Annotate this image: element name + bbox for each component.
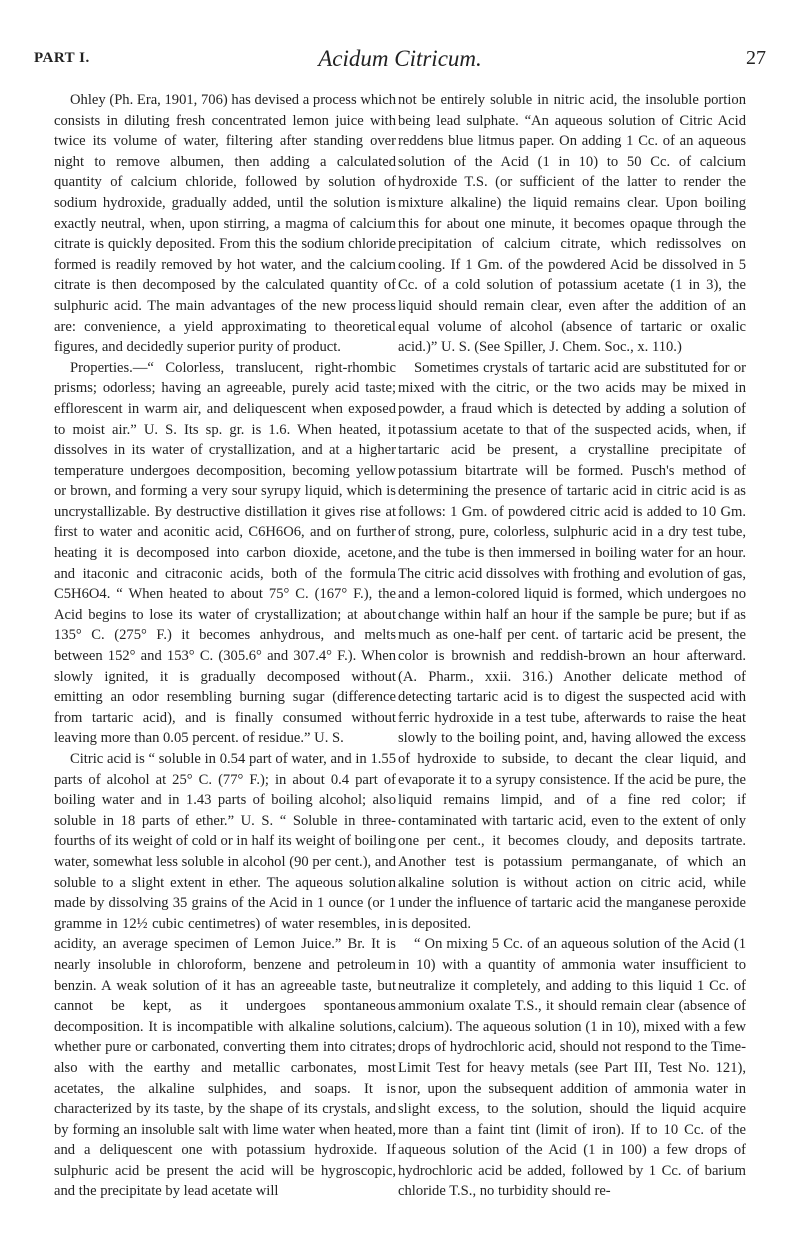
- paragraph-continued-tests: not be entirely soluble in nitric acid, the insoluble portion being lead sulphate. “An aqueous solution of Citric Acid reddens blue litmus paper. On adding 1 Cc. of an aqueous solution of the Acid (1 in 10) to 50 Cc. of calcium hydroxide T.S. (or sufficient of the latter to render the mixture alkaline) the liquid remains clear. Upon boiling this for about one minute, it becomes opaque through the precipitation of calcium citrate, which redissolves on cooling. If 1 Gm. of the powdered Acid be dissolved in 5 Cc. of a cold solution of potassium acetate (1 in 3), the liquid should remain clear, even after the addition of an equal volume of alcohol (absence of tartaric or oxalic acid.)” U. S. (See Spiller, J. Chem. Soc., x. 110.): [398, 92, 746, 356]
- left-column: [54, 90, 396, 1220]
- part-label: PART I.: [34, 50, 90, 66]
- paragraph-properties: Properties.—“ Colorless, translucent, right-rhombic prisms; odorless; having an agreeable, purely acid taste; efflorescent in warm air, and deliquescent when exposed to moist air.” U. S. Its sp. gr. is 1.6. When heated, it dissolves in its water of crystallization, and at a higher temperature undergoes decomposition, becoming yellow or brown, and forming a very sour syrupy liquid, which is uncrystallizable. By destructive distillation it gives rise at first to water and aconitic acid, C6H6O6, and on further heating it is decomposed into carbon dioxide, acetone, and itaconic and citraconic acids, both of the formula C5H6O4. “ When heated to about 75° C. (167° F.), the Acid begins to lose its water of crystallization; at about 135° C. (275° F.) it becomes anhydrous, and melts between 152° and 153° C. (305.6° and 307.4° F.). When slowly ignited, it is gradually decomposed without emitting an odor resembling burning sugar (difference from tartaric acid), and is finally consumed without leaving more than 0.05 percent. of residue.” U. S.: [54, 359, 396, 747]
- page-number: 27: [746, 47, 766, 69]
- paragraph-solubility: Citric acid is “ soluble in 0.54 part of water, and in 1.55 parts of alcohol at 25° C. (77° F.); in about 0.4 part of boiling water and in 1.43 parts of boiling alcohol; also soluble in 18 parts of ether.” U. S. “ Soluble in three-fourths of its weight of cold or in half its weight of boiling water, somewhat less soluble in alcohol (90 per cent.), and soluble to a slight extent in ether. The aqueous solution made by dissolving 35 grains of the Acid in 1 ounce (or 1 gramme in 12½ cubic centimetres) of water resembles, in acidity, an average specimen of Lemon Juice.” Br. It is nearly insoluble in chloroform, benzene and petroleum benzin. A weak solution of it has an agreeable taste, but cannot be kept, as it undergoes spontaneous decomposition. It is incompatible with alkaline solutions, whether pure or carbonated, converting them into citrates; also with the earthy and metallic carbonates, most acetates, the alkaline sulphides, and soaps. It is characterized by its taste, by the shape of its crystals, and by forming an insoluble salt with lime water when heated, and a deliquescent one with potassium hydroxide. If sulphuric acid be present the acid will be hygroscopic, and the precipitate by lead acetate will: [54, 751, 396, 1200]
- page-header: [34, 46, 766, 78]
- running-title: Acidum Citricum.: [318, 46, 482, 71]
- paragraph-ohley-process: Ohley (Ph. Era, 1901, 706) has devised a process which consists in diluting fresh concentrated lemon juice with twice its volume of water, filtering after standing over night to remove albumen, then adding a calculated quantity of calcium chloride, followed by solution of sodium hydroxide, gradually added, until the solution is exactly neutral, when, upon stirring, a magma of calcium citrate is quickly deposited. From this the sodium chloride formed is readily removed by hot water, and the calcium citrate is then decomposed by the calculated quantity of sulphuric acid. The main advantages of the new process are: convenience, a yield approximating to theoretical figures, and decidedly superior purity of product.: [54, 92, 396, 356]
- right-column: [398, 90, 746, 1220]
- paragraph-purity-tests: “ On mixing 5 Cc. of an aqueous solution of the Acid (1 in 10) with a quantity of ammonia water insufficient to neutralize it completely, and adding to this liquid 1 Cc. of ammonium oxalate T.S., it should remain clear (absence of calcium). The aqueous solution (1 in 10), mixed with a few drops of hydrochloric acid, should not respond to the Time-Limit Test for heavy metals (see Part III, Test No. 121), nor, upon the subsequent addition of ammonia water in slight excess, to the solution, should the liquid acquire more than a faint tint (limit of iron). If to 10 Cc. of the aqueous solution of the Acid (1 in 100) a few drops of hydrochloric acid be added, followed by 1 Cc. of barium chloride T.S., no turbidity should re-: [398, 936, 746, 1200]
- paragraph-tartaric-adulteration: Sometimes crystals of tartaric acid are substituted for or mixed with the citric, or the two acids may be mixed in powder, a fraud which is detected by adding a solution of potassium acetate to that of the suspected acids, when, if tartaric acid be present, a crystalline precipitate of potassium bitartrate will be formed. Pusch's method of determining the presence of tartaric acid in citric acid is as follows: 1 Gm. of powdered citric acid is added to 10 Gm. of strong, pure, colorless, sulphuric acid in a dry test tube, and the tube is then immersed in boiling water for an hour. The citric acid dissolves with frothing and evolution of gas, and a lemon-colored liquid is formed, which undergoes no change within half an hour if the sample be pure; but if as much as one-half per cent. of tartaric acid be present, the color is brownish and reddish-brown an hour afterward. (A. Pharm., xxii. 316.) Another delicate method of detecting tartaric acid is to digest the suspected acid with ferric hydroxide in a test tube, afterwards to raise the heat slowly to the boiling point, and, having allowed the excess of hydroxide to subside, to decant the clear liquid, and evaporate it to a syrupy consistence. If the acid be pure, the liquid remains limpid, and of a fine red color; if contaminated with tartaric acid, even to the extent of only one per cent., it becomes cloudy, and deposits tartrate. Another test is potassium permanganate, of which an alkaline solution is without action on citric acid, while under the influence of tartaric acid the manganese peroxide is deposited.: [398, 359, 746, 932]
